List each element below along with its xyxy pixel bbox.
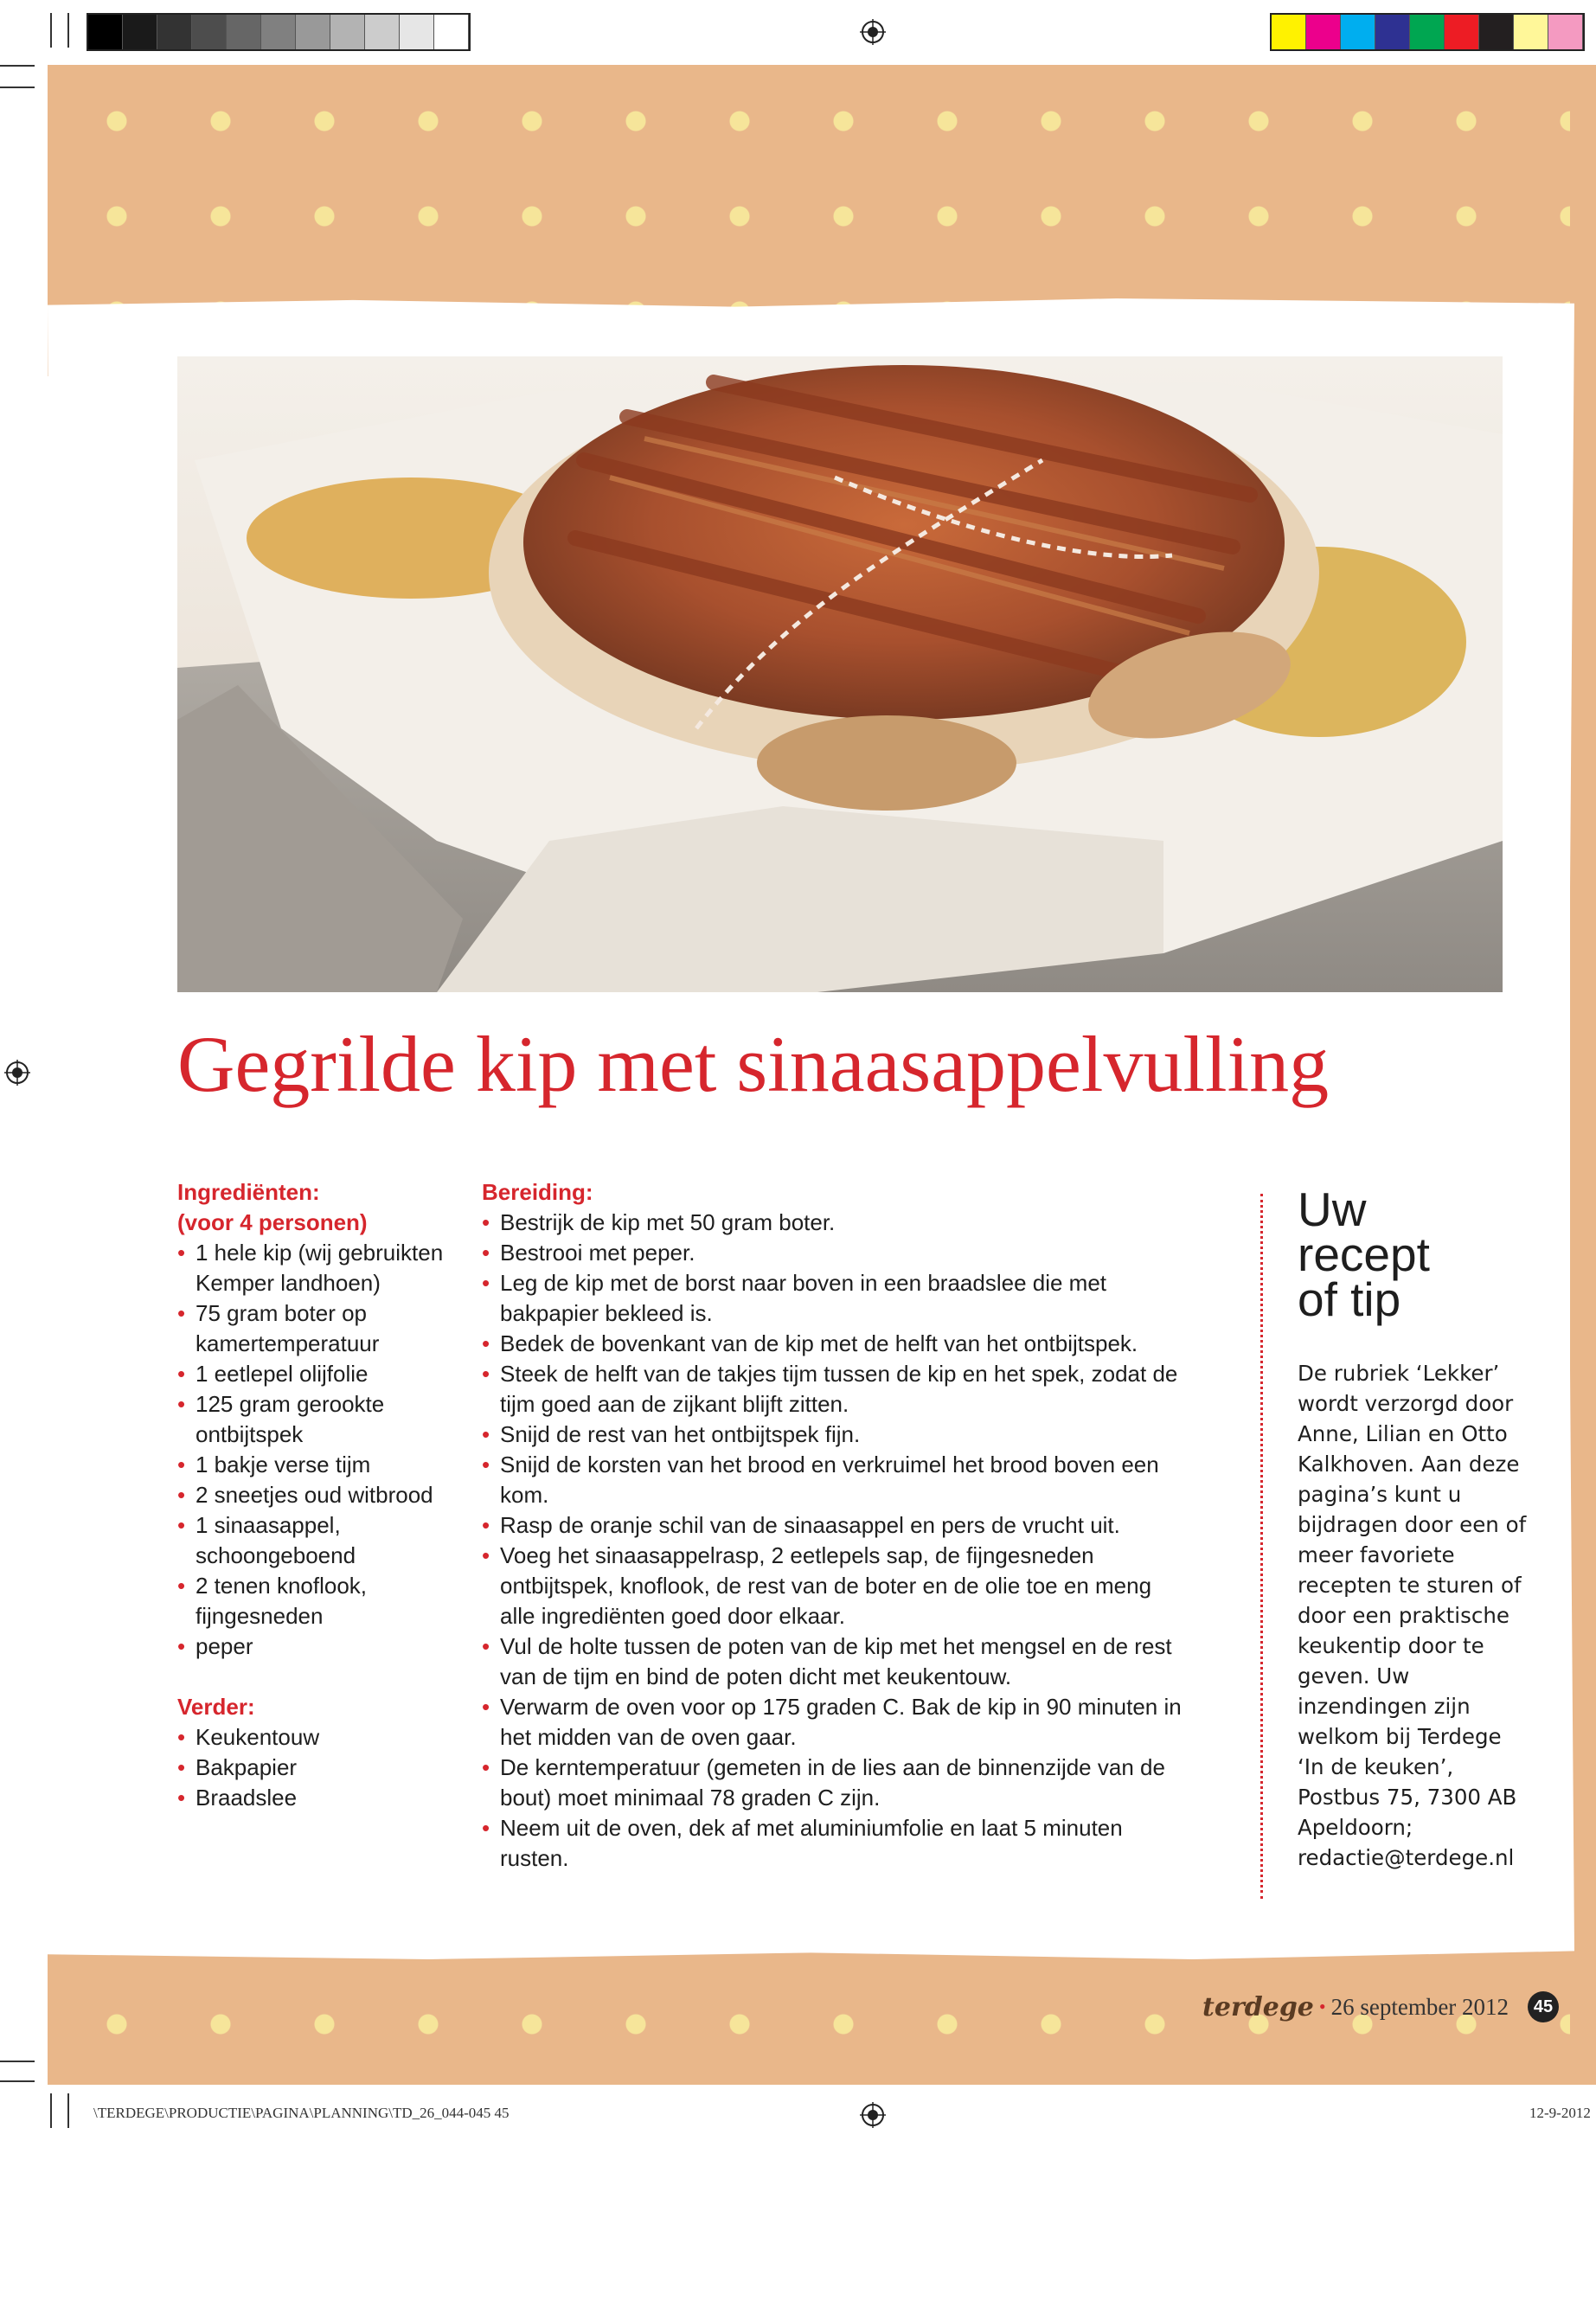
extras-list <box>177 1722 463 1813</box>
preparation-heading: Bereiding: <box>482 1179 593 1205</box>
tip-body: De rubriek ‘Lekker’ wordt verzorgd door Anne, Lilian en Otto Kalkhoven. Aan deze pagina’s kunt u bijdragen door een of meer favoriete recepten te sturen of door een praktische keukentip door te geven. Uw inzendingen zijn welkom bij Terdege ‘In de keuken’, Postbus 75, 7300 AB Apeldoorn; redactie@terdege.nl <box>1298 1361 1527 1870</box>
ingredient-item: • 1 hele kip (wij gebruikten Kemper landhoen) <box>177 1238 463 1298</box>
color-swatch <box>192 15 227 49</box>
color-swatch <box>88 15 123 49</box>
ingredient-item: • peper <box>177 1631 463 1662</box>
tip-title <box>1298 1183 1505 1326</box>
preparation-step: • Steek de helft van de takjes tijm tussen de kip en het spek, zodat de tijm goed aan de zijkant blijft zitten. <box>482 1359 1183 1420</box>
bullet-separator: • <box>1318 1996 1326 2017</box>
ingredients-heading: Ingrediënten: <box>177 1179 320 1205</box>
registration-mark-icon <box>4 1060 30 1086</box>
ingredient-item: • 2 sneetjes oud witbrood <box>177 1480 463 1510</box>
color-swatches <box>1270 13 1585 51</box>
preparation-step: • Rasp de oranje schil van de sinaasappel en pers de vrucht uit. <box>482 1510 1183 1541</box>
crop-mark <box>0 65 35 67</box>
page-number: 45 <box>1528 1991 1559 2022</box>
crop-mark <box>0 2080 35 2082</box>
color-swatch <box>123 15 157 49</box>
crop-mark <box>50 13 52 48</box>
tip-title-line: Uw <box>1298 1183 1367 1236</box>
tip-title-line: recept <box>1298 1227 1430 1281</box>
preparation-step: • Verwarm de oven voor op 175 graden C. Bak de kip in 90 minuten in het midden van de oven gaar. <box>482 1692 1183 1753</box>
color-swatch <box>1375 15 1410 49</box>
recipe-title: Gegrilde kip met sinaasappelvulling <box>177 1020 1330 1108</box>
page-footer <box>1202 1991 1559 2022</box>
color-swatch <box>157 15 192 49</box>
roast-chicken-photo <box>177 356 1503 992</box>
color-swatch <box>1306 15 1341 49</box>
color-swatch <box>330 15 365 49</box>
brand-logo: terdege <box>1202 1991 1314 2022</box>
color-swatch <box>1272 15 1306 49</box>
extra-item: • Bakpapier <box>177 1753 463 1783</box>
color-swatch <box>365 15 400 49</box>
servings-heading: (voor 4 personen) <box>177 1209 368 1235</box>
ingredient-item: • 75 gram boter op kamertemperatuur <box>177 1298 463 1359</box>
crop-mark <box>0 87 35 88</box>
extras-heading: Verder: <box>177 1694 255 1720</box>
color-swatch <box>1410 15 1445 49</box>
color-swatch <box>1548 15 1583 49</box>
dotted-divider <box>1260 1194 1263 1899</box>
ingredient-item: • 1 sinaasappel, schoongeboend <box>177 1510 463 1571</box>
registration-mark-icon <box>860 19 886 45</box>
ingredients-column <box>177 1177 463 1813</box>
color-swatch <box>1341 15 1375 49</box>
preparation-step: • Leg de kip met de borst naar boven in een braadslee die met bakpapier bekleed is. <box>482 1268 1183 1329</box>
color-swatch <box>400 15 434 49</box>
polka-dot-band-right <box>1570 65 1596 2085</box>
ingredient-item: • 2 tenen knoflook, fijngesneden <box>177 1571 463 1631</box>
color-swatch <box>227 15 261 49</box>
slug-date: 12-9-2012 <box>1529 2105 1591 2121</box>
color-swatch <box>261 15 296 49</box>
preparation-step: • Neem uit de oven, dek af met aluminiumfolie en laat 5 minuten rusten. <box>482 1813 1183 1874</box>
crop-mark <box>0 2061 35 2062</box>
preparation-step: • De kerntemperatuur (gemeten in de lies aan de binnenzijde van de bout) moet minimaal 78 graden C zijn. <box>482 1753 1183 1813</box>
color-swatch <box>1514 15 1548 49</box>
grayscale-swatches <box>87 13 471 51</box>
color-swatch <box>296 15 330 49</box>
slug-path: \TERDEGE\PRODUCTIE\PAGINA\PLANNING\TD_26_044-045 45 <box>93 2105 510 2121</box>
preparation-step: • Vul de holte tussen de poten van de kip met het mengsel en de rest van de tijm en bind de poten dicht met keukentouw. <box>482 1631 1183 1692</box>
color-swatch <box>1479 15 1514 49</box>
extra-item: • Keukentouw <box>177 1722 463 1753</box>
preparation-step: • Bestrijk de kip met 50 gram boter. <box>482 1208 1183 1238</box>
preparation-step: • Bedek de bovenkant van de kip met de helft van het ontbijtspek. <box>482 1329 1183 1359</box>
ingredient-item: • 1 bakje verse tijm <box>177 1450 463 1480</box>
ingredient-item: • 125 gram gerookte ontbijtspek <box>177 1389 463 1450</box>
registration-mark-icon <box>860 2102 886 2128</box>
crop-mark <box>50 2093 52 2128</box>
preparation-column <box>482 1177 1183 1874</box>
color-swatch <box>1445 15 1479 49</box>
preparation-steps <box>482 1208 1183 1874</box>
issue-date: 26 september 2012 <box>1330 1993 1509 2020</box>
preparation-step: • Snijd de korsten van het brood en verkruimel het brood boven een kom. <box>482 1450 1183 1510</box>
crop-mark <box>67 13 69 48</box>
tip-title-line: of tip <box>1298 1272 1401 1326</box>
preparation-step: • Bestrooi met peper. <box>482 1238 1183 1268</box>
color-swatch <box>434 15 469 49</box>
extra-item: • Braadslee <box>177 1783 463 1813</box>
crop-mark <box>67 2093 69 2128</box>
preparation-step: • Snijd de rest van het ontbijtspek fijn. <box>482 1420 1183 1450</box>
preparation-step: • Voeg het sinaasappelrasp, 2 eetlepels sap, de fijngesneden ontbijtspek, knoflook, de rest van de boter en de olie toe en meng alle ingrediënten goed door elkaar. <box>482 1541 1183 1631</box>
ingredient-item: • 1 eetlepel olijfolie <box>177 1359 463 1389</box>
ingredients-list <box>177 1238 463 1662</box>
